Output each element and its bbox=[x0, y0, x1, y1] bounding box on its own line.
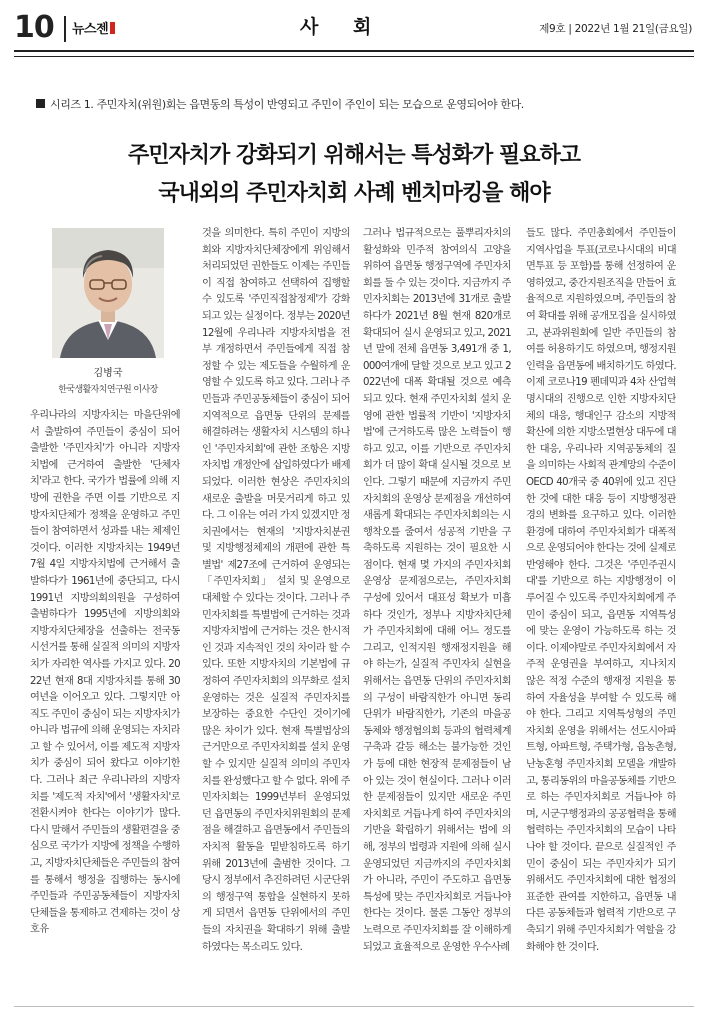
footer-rule bbox=[14, 1006, 694, 1007]
header-divider bbox=[64, 16, 66, 42]
headline-line-2: 국내외의 주민자치회 사례 벤치마킹을 해야 bbox=[158, 180, 550, 206]
article-column-4: 들도 많다. 주민총회에서 주민들이 지역사업을 투표(코로나시대의 비대면투표 등 포함)를 통해 선정하여 운영하였고, 중간지원조직을 만들어 효율적으로 지원하였으며, 주민들의 참여 확대를 위해 공개모집을 실시하였고, 분과위원회에 일반 주민들의 참여를 허용하기도 하였으며, 행정지원인력을 읍면동에 배치하기도 하였다. 이제 코로나19 펜데믹과 4차 산업혁명시대의 진행으로 인한 지방자치단체의 대응, 행대인구 감소의 지방적 확산에 의한 지방소멸현상 대두에 대한 대응, 우리나라 지역공동체의 질을 의미하는 사회적 관계망의 수준이 OECD 40개국 중 40위에 있고 진단한 것에 대한 대응 등이 지방행정관경의 변화를 요구하고 있다. 이러한 환경에 대하여 주민자치회가 대폭적으로 운영되어야 한다는 것에 실제로 반영해야 한다. 그것은 '주민주권시대'를 기반으로 하는 지방행정이 이루어질 수 있도록 주민자치회에게 주민이 중심이 되고, 읍면동 지역특성에 맞는 운영이 가능하도록 하는 것이다. 이제야말로 주민자치회에서 자주적 운영권을 부여하고, 지나치지 않은 적정 수준의 행재정 지원을 통하여 자율성을 부여할 수 있도록 해야 한다. 그리고 지역특성형의 주민자치회 운영을 위해서는 선도시아파트형, 아파트형, 주택가형, 읍농촌형, 난농혼형 주민자치회 모델을 개발하고, 통리동위의 마을공동체를 기반으로 하는 주민자치회로 거듭나야 하며, 시군구행정과의 공공협력을 통해 협력하는 주민자치회의 모습이 나타나야 할 것이다. 끝으로 실질적인 주민이 중심이 되는 주민자치가 되기 위해서도 주민자치회에 대한 협정의 표준한 관여를 지한하고, 읍면동 내 다른 공동체들과 협력적 기반으로 구축되기 위해 주민자치회가 역할을 강화해야 한 것이다. bbox=[526, 228, 676, 953]
page-header bbox=[0, 0, 708, 72]
brand-mark-icon bbox=[110, 22, 115, 34]
author-title: 한국생활자치연구원 이사장 bbox=[58, 385, 158, 395]
article-column-2: 것을 의미한다. 특히 주민이 지방의회와 지방자치단체장에게 위임해서 처리되었던 권한들도 이제는 주민들이 직접 참여하고 선택하여 집행할 수 있도록 '주민직접참정제'가 강화되고 있는 실정이다. 정부는 2020년 12월에 우리나라 지방자치법을 전부 개정하면서 주민들에게 직접 참정할 수 있는 제도들을 수월하게 운영할 수 있도록 하고 있다. 그러나 주민들과 주민공동체들이 중심이 되어 지역적으로 읍면동 단위의 문제를 해결하려는 생활자치 시스템의 하나인 '주민자치회'에 관한 조항은 지방자치법 개정안에 삽입하였다가 배제되었다. 이러한 현상은 주민자치의 새로운 출발을 머뭇거리게 하고 있다. 그 이유는 여러 가지 있겠지만 정치권에서는 현재의 '지방자치분권 및 지방행정체제의 개편에 관한 특별법' 제27조에 근거하여 운영되는 「주민자치회」 설치 및 운영으로 대체할 수 있다는 것이다. 그러나 주민자치회를 특별법에 근거하는 것과 지방자치법에 근거하는 것은 한시적인 것과 지속적인 것의 차이라 할 수 있다. 또한 지방자치의 기본법에 규정하여 주민자치회의 의무화로 설치 운영하는 것은 실질적 주민자치를 보장하는 중요한 수단인 것이기에 많은 차이가 있다. 현재 특별법상의 근거만으로 주민자치회를 설치 운영할 수 있지만 실질적 의미의 주민자치를 완성했다고 할 수 없다. 위에 주민자치회는 1999년부터 운영되었던 읍면동의 주민자치위원회의 문제점을 해결하고 읍면동에서 주민들의 자치적 활동을 밑받침하도록 하기 위해 2013년에 출범한 것이다. 그 당시 정부에서 추진하려던 시군단위의 행정구역 통합을 실현하지 못하게 되면서 읍면동 단위에서의 주민들의 자치권을 확대하기 위해 출발하였다는 목소리도 있다. bbox=[202, 228, 350, 953]
article-column-1: 우리나라의 지방자치는 마을단위에서 출발하여 주민들이 중심이 되어 출발한 '주민자치'가 아니라 지방자치법에 근거하여 출발한 '단체자치'라고 한다. 국가가 법률에 의해 지방에 권한을 주면 이를 기반으로 지방자치단체가 정책을 운영하고 주민들이 참여하면서 성과를 내는 체제인 것이다. 이러한 지방자치는 1949년 7월 4일 지방자치법에 근거해서 출발하다가 1961년에 중단되고, 다시 1991년 지방의회의원을 구성하여 출범하다가 1995년에 지방의회와 지방자치단체장을 선출하는 전국동시선거를 통해 실질적 의미의 지방자치가 자리한 역사를 가지고 있다. 2022년 현재 8대 지방자치를 통해 30여년을 이어오고 있다. 그렇지만 아직도 주민이 중심이 되는 지방자치가 아니라 법규에 의해 운영되는 자치라고 할 수 있어서, 이를 제도적 지방자치가 중심이 되어 왔다고 이야기한다. 그러나 최근 우리나라의 지방자치를 '제도적 자치'에서 '생활자치'로 전환시켜야 한다는 이야기가 많다. 다시 말해서 주민들의 생활편결을 중심으로 국가가 지방에 정책을 수행하고, 지방자치단체들은 주민들의 참여를 통해서 행정을 집행하는 동시에 주민들과 주민공동체들이 지방자치단체들을 통제하고 견제하는 것이 상호유 bbox=[30, 410, 180, 936]
photo-caption bbox=[52, 364, 164, 395]
section-title: 사 회 bbox=[300, 16, 386, 38]
article-column-3: 그러나 법규적으로는 풀뿌리자치의 활성화와 민주적 참여의식 고양을 위하여 읍면동 행정구역에 주민자치회를 둘 수 있는 것이다. 지금까지 주민자치회는 2013년에 31개로 출발하다가 2021년 8월 현재 820개로 확대되어 실시 운영되고 있고, 2021년 말에 전체 읍면동 3,491개 중 1,000여개에 달할 것으로 보고 있고 2022년에 대폭 확대될 것으로 예측되고 있다. 현재 주민자치회 설치 운영에 관한 법률적 기반이 '지방자치법'에 근거하도록 많은 노력들이 행하고 있고, 이를 기반으로 주민자치회가 더 많이 확대 실시될 것으로 보인다. 그렇기 때문에 지금까지 주민자치회의 운영상 문제점을 개선하여 새롭게 확대되는 주민자치회의는 시행착오를 줄여서 성공적 기반을 구축하도록 지원하는 것이 필요한 시점이다. 현재 몇 가지의 주민자치회 운영상 문제점으로는, 주민자치회 구성에 있어서 대표성 확보가 미흡하다 것인가, 정부나 지방자치단체가 주민자치회에 대해 어느 정도를 그리고, 인적지원 행재정지원을 해야 하는가, 실질적 주민자치 실현을 위해서는 읍면동 단위의 주민자치회의 구성이 바람직한가 아니면 동리단위가 바람직한가, 기존의 마을공동체와 행정협의회 등과의 협력체계 구축과 갈등 해소는 불가능한 것인가 등에 대한 현장적 문제점들이 남아 있는 것이 현실이다. 그러나 이러한 문제점들이 있지만 새로운 주민자치회로 거듭나게 하여 주민자치의 기반을 확립하기 위해서는 법에 의해, 정부의 법령과 지원에 의해 실시 운영되었던 지금까지의 주민자치회가 아니라, 주민이 주도하고 읍면동 특성에 맞는 주민자치회로 거듭나야 한다는 것이다. 물론 그동안 정부의 노력으로 주민자치회를 잘 이해하게 되었고 효율적으로 운영한 우수사례 bbox=[363, 228, 511, 953]
page-number: 10 bbox=[14, 10, 54, 45]
author-photo bbox=[52, 228, 164, 358]
series-text: 시리즈 1. 주민자치(위원)회는 읍면동의 특성이 반영되고 주민이 주인이 되는 모습으로 운영되어야 한다. bbox=[50, 98, 524, 111]
headline-line-1: 주민자치가 강화되기 위해서는 특성화가 필요하고 bbox=[128, 142, 580, 168]
bullet-square-icon bbox=[36, 99, 45, 108]
header-rule-thin bbox=[14, 56, 694, 57]
issue-dateline: 제9호 | 2022년 1월 21일(금요일) bbox=[539, 23, 692, 35]
series-line bbox=[36, 96, 524, 112]
header-rule-thick bbox=[14, 50, 694, 52]
brand-name: 뉴스젠 bbox=[72, 22, 109, 37]
author-name: 김병국 bbox=[93, 368, 123, 379]
brand-logo bbox=[72, 18, 115, 37]
author-portrait-icon bbox=[52, 228, 164, 358]
